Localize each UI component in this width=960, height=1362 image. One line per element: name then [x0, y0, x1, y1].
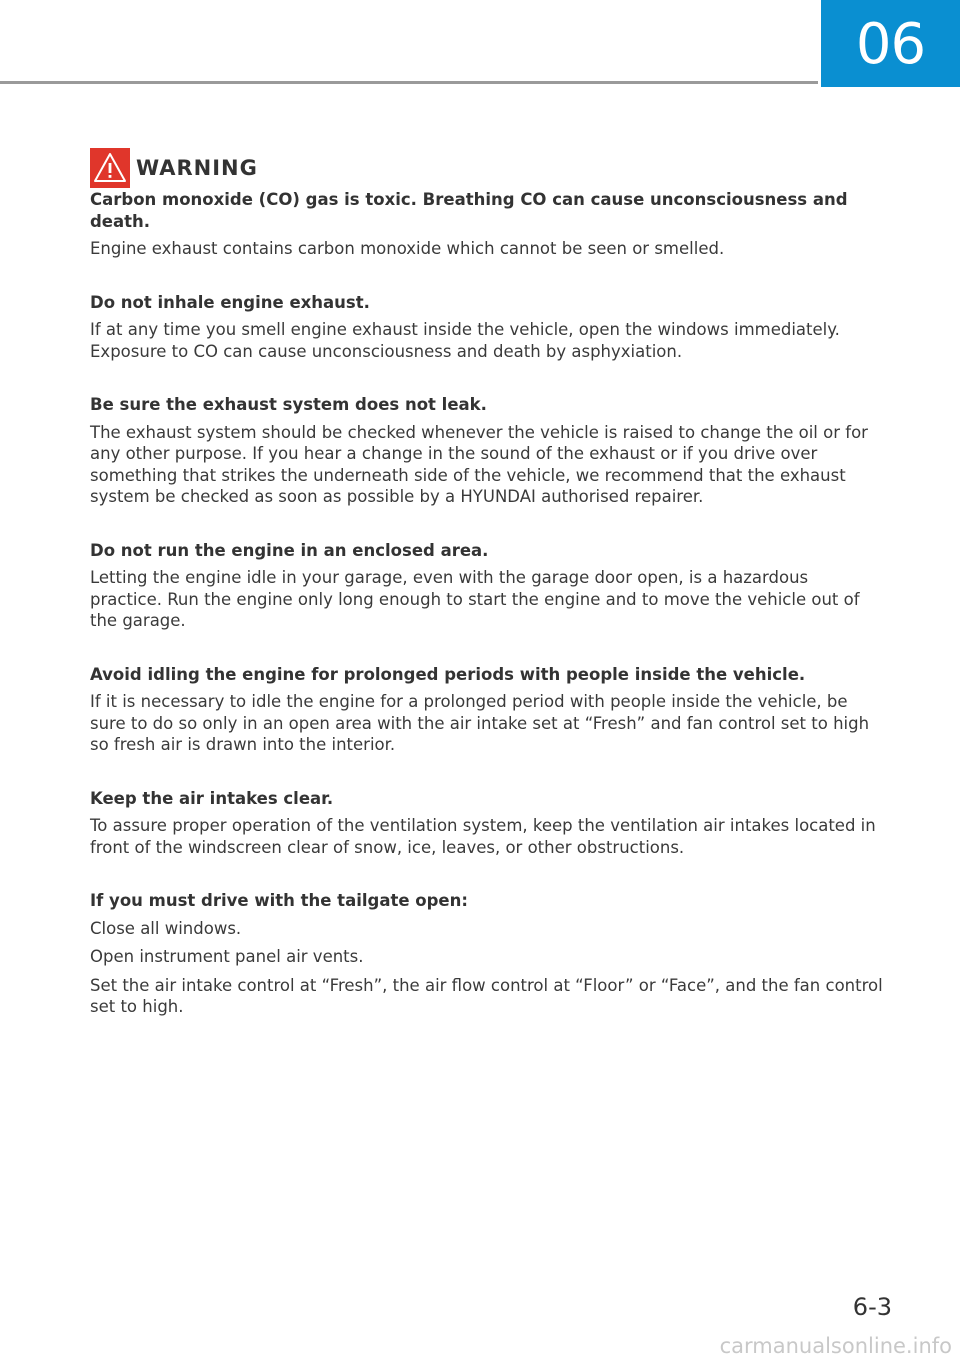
instruction-line: Open instrument panel air vents.	[90, 947, 364, 966]
section-body: To assure proper operation of the ventilation system, keep the ventilation air intakes located in front of the windscreen clear of snow, ice, leaves, or other obstructions.	[90, 816, 876, 857]
section-exhaust-inhale	[90, 292, 885, 363]
instruction-line: Set the air intake control at “Fresh”, the air flow control at “Floor” or “Face”, and the fan control set to high.	[90, 975, 883, 1016]
section-title: Keep the air intakes clear.	[90, 788, 334, 808]
page-number: 6-3	[852, 1293, 892, 1321]
warning-title: WARNING	[136, 156, 258, 180]
section-body: The exhaust system should be checked whenever the vehicle is raised to change the oil or for any other purpose. If you hear a change in the sound of the exhaust or if you drive over something that strikes the underneath side of the vehicle, we recommend that the exhaust system be checked as soon as possible by a HYUNDAI authorised repairer.	[90, 422, 868, 506]
section-title: If you must drive with the tailgate open:	[90, 891, 468, 910]
warning-body: Engine exhaust contains carbon monoxide which cannot be seen or smelled.	[90, 239, 725, 258]
section-exhaust-leak	[90, 394, 885, 508]
section-idling	[90, 664, 885, 756]
section-body-lines	[90, 918, 885, 1018]
section-title: Be sure the exhaust system does not leak.	[90, 395, 487, 414]
header-rule	[0, 81, 818, 84]
warning-header	[90, 148, 885, 188]
section-title: Avoid idling the engine for prolonged periods with people inside the vehicle.	[90, 664, 806, 684]
section-title: Do not run the engine in an enclosed area.	[90, 540, 489, 560]
section-air-intakes	[90, 788, 885, 859]
section-body: If it is necessary to idle the engine for a prolonged period with people inside the vehicle, be sure to do so only in an open area with the air intake set at “Fresh” and fan control set to high so fresh air is drawn into the interior.	[90, 692, 870, 754]
section-enclosed-area	[90, 540, 885, 632]
section-title: Do not inhale engine exhaust.	[90, 292, 370, 312]
warning-lead: Carbon monoxide (CO) gas is toxic. Breathing CO can cause unconsciousness and death.	[90, 190, 848, 231]
chapter-number: 06	[855, 12, 926, 77]
warning-triangle-icon	[90, 148, 130, 188]
chapter-tab	[821, 0, 960, 87]
watermark: carmanualsonline.info	[719, 1334, 952, 1358]
instruction-line: Close all windows.	[90, 918, 242, 938]
page-content	[90, 148, 885, 1018]
section-body: Letting the engine idle in your garage, even with the garage door open, is a hazardous practice. Run the engine only long enough to start the engine and to move the vehicle out of the garage.	[90, 568, 860, 630]
section-body: If at any time you smell engine exhaust inside the vehicle, open the windows immediately. Exposure to CO can cause unconsciousness and death by asphyxiation.	[90, 320, 840, 361]
section-tailgate-open	[90, 890, 885, 1018]
